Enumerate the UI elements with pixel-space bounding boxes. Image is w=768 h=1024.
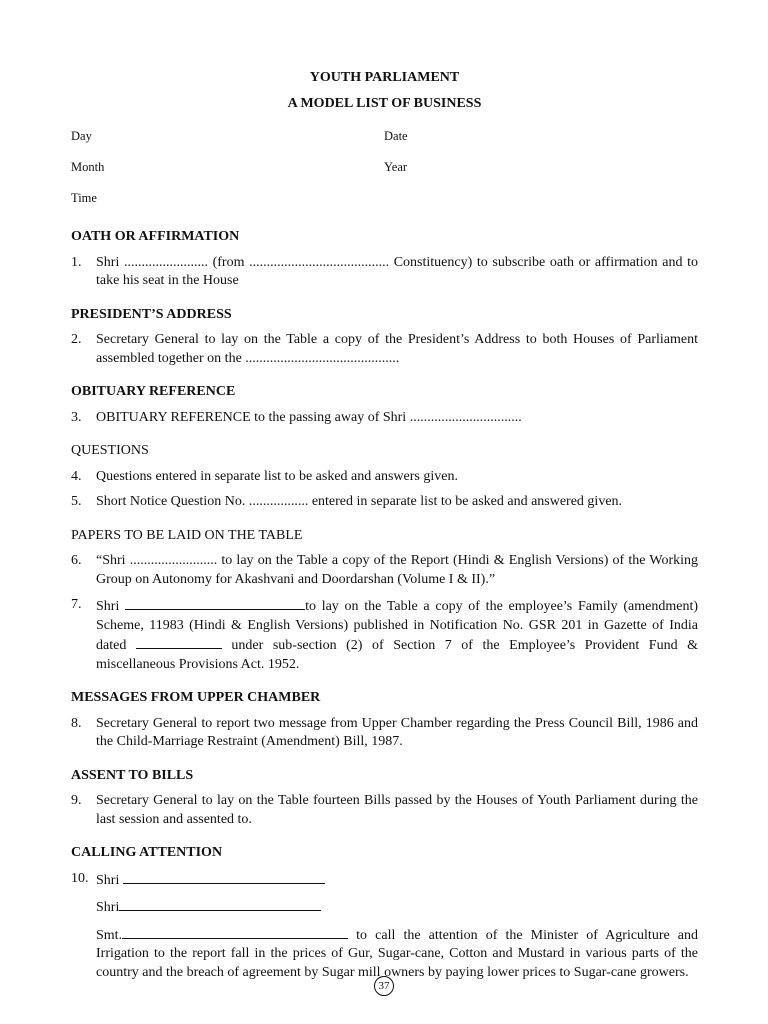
- meta-time-label: Time: [71, 191, 97, 205]
- list-item-9: [71, 792, 698, 829]
- list-item-7: [71, 596, 698, 674]
- fill-in-blank: [136, 635, 222, 649]
- meta-row-day-date: [71, 127, 698, 158]
- fill-in-blank: [125, 596, 305, 610]
- section-heading-obituary: OBITUARY REFERENCE: [71, 384, 236, 399]
- meta-row-month-year: [71, 158, 698, 189]
- section-heading-president: PRESIDENT’S ADDRESS: [71, 306, 232, 322]
- list-item-8: [71, 715, 698, 752]
- item-text: Short Notice Question No. ................. entered in separate list to be asked and answered given.: [96, 494, 623, 509]
- section-heading-questions: QUESTIONS: [71, 443, 149, 458]
- item-number: 4.: [71, 468, 82, 484]
- calling-line-2: [96, 897, 698, 918]
- fill-in-blank: [122, 925, 348, 939]
- section-heading-messages: MESSAGES FROM UPPER CHAMBER: [71, 690, 321, 705]
- item-number: 9.: [71, 793, 82, 808]
- meta-day-label: Day: [71, 129, 92, 143]
- item-text: to call the attention of the Minister of Agriculture and Irrigation to the report fall in the prices of Gur, Sugar-cane, Cotton and Mustard in various parts of the country and the breach of agreement by Sugar mill owners by paying lower prices to Sugar-cane growers.: [96, 927, 699, 980]
- list-item-2: [71, 331, 698, 368]
- item-prefix: Smt.: [96, 927, 123, 943]
- item-number: 5.: [71, 494, 82, 509]
- list-item-4: [71, 468, 698, 487]
- meta-row-time: [71, 189, 698, 220]
- section-heading-assent: ASSENT TO BILLS: [71, 767, 194, 783]
- fill-in-blank: [123, 870, 325, 884]
- item-number: 6.: [71, 553, 82, 568]
- document-title: YOUTH PARLIAMENT: [309, 70, 460, 85]
- item-text: Secretary General to report two message from Upper Chamber regarding the Press Council Bill, 1986 and the Child-Marriage Restraint (Amendment) Bill, 1987.: [96, 715, 698, 749]
- item-suffix-text: under sub-section (2) of Section 7 of the Employee’s Provident Fund & miscellaneous Provisions Act. 1952.: [96, 638, 698, 672]
- fill-in-blank: [119, 897, 321, 911]
- item-prefix: Shri: [96, 599, 120, 614]
- list-item-3: [71, 409, 698, 428]
- page-footer: [0, 976, 768, 996]
- item-mid-text: to lay on the Table a copy of the employee’s Family (amendment) Scheme, 11983 (Hindi & English Versions) published in Notification No. GSR 201 in Gazette of India dated: [96, 599, 699, 653]
- item-text: Shri ........................ (from ........................................ Constituency) to subscribe oath or affirmation and to take his seat in the House: [96, 254, 698, 288]
- item-text: [96, 870, 698, 891]
- list-item-6: [71, 552, 698, 589]
- item-text: Secretary General to lay on the Table fourteen Bills passed by the Houses of Youth Parliament during the last session and assented to.: [96, 793, 698, 827]
- item-text: OBITUARY REFERENCE to the passing away of Shri ................................: [96, 409, 522, 425]
- document-page: [71, 69, 698, 989]
- list-item-10: [71, 870, 698, 891]
- section-heading-calling: CALLING ATTENTION: [71, 845, 223, 860]
- list-item-1: [71, 254, 698, 291]
- meta-year-label: Year: [384, 160, 408, 174]
- document-subtitle: A MODEL LIST OF BUSINESS: [287, 95, 482, 111]
- item-text: Questions entered in separate list to be asked and answers given.: [96, 468, 458, 484]
- item-text: Secretary General to lay on the Table a copy of the President’s Address to both Houses of Parliament assembled together on the ............................................: [96, 332, 698, 366]
- item-number: 7.: [71, 597, 82, 612]
- section-heading-papers: PAPERS TO BE LAID ON THE TABLE: [71, 527, 303, 543]
- page-number-badge: 37: [374, 976, 394, 996]
- item-number: 3.: [71, 409, 82, 425]
- meta-date-label: Date: [384, 129, 408, 143]
- item-text: “Shri ......................... to lay on the Table a copy of the Report (Hindi & English Versions) of the Working Group on Autonomy for Akashvani and Doordarshan (Volume I & II).”: [96, 553, 698, 587]
- item-prefix: Shri: [96, 900, 120, 915]
- list-item-5: [71, 493, 698, 512]
- section-heading-oath: OATH OR AFFIRMATION: [71, 229, 240, 244]
- meta-month-label: Month: [71, 160, 105, 174]
- item-text: [96, 596, 698, 674]
- calling-line-3: [96, 925, 698, 983]
- item-number: 2.: [71, 332, 82, 347]
- item-number: 10.: [71, 870, 89, 886]
- item-prefix: Shri: [96, 872, 120, 888]
- item-number: 8.: [71, 715, 82, 731]
- item-number: 1.: [71, 254, 82, 270]
